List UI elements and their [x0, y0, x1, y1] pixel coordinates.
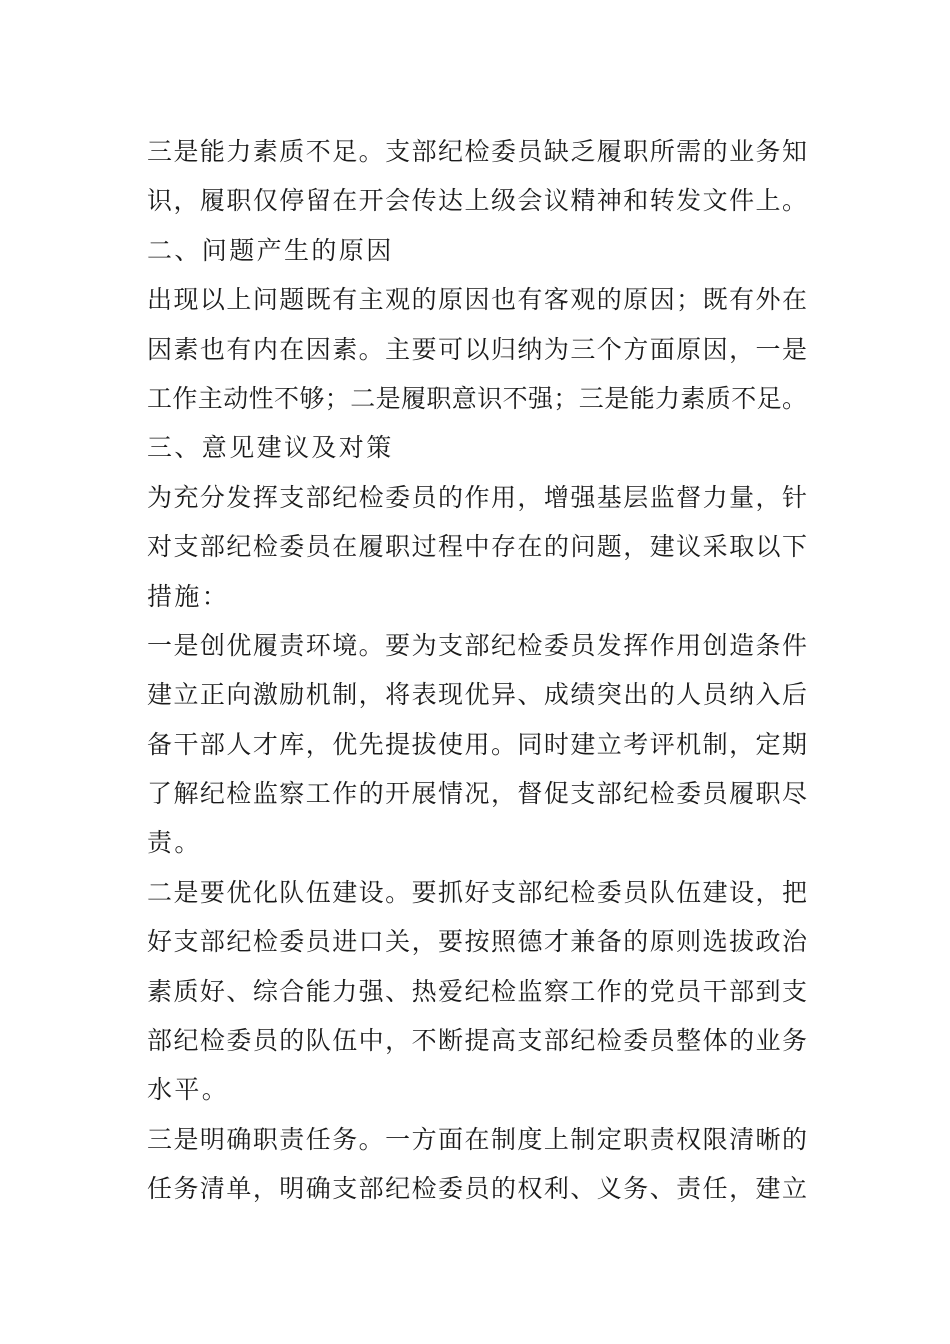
section-heading: 三、意见建议及对策	[147, 433, 394, 463]
text-line: 因素也有内在因素。主要可以归纳为三个方面原因，一是	[147, 334, 807, 364]
text-line: 责。	[147, 828, 202, 858]
text-line: 为充分发挥支部纪检委员的作用，增强基层监督力量，针	[147, 482, 807, 512]
section-heading: 二、问题产生的原因	[147, 235, 394, 265]
text-line: 建立正向激励机制，将表现优异、成绩突出的人员纳入后	[147, 680, 807, 710]
document-body	[147, 127, 807, 1214]
text-line: 三是明确职责任务。一方面在制度上制定职责权限清晰的	[147, 1124, 807, 1154]
text-line: 了解纪检监察工作的开展情况，督促支部纪检委员履职尽	[147, 779, 807, 809]
text-line: 一是创优履责环境。要为支部纪检委员发挥作用创造条件	[147, 630, 807, 660]
text-line: 素质好、综合能力强、热爱纪检监察工作的党员干部到支	[147, 976, 807, 1006]
text-line: 出现以上问题既有主观的原因也有客观的原因；既有外在	[147, 285, 807, 315]
text-line: 措施：	[147, 581, 230, 611]
text-line: 识，履职仅停留在开会传达上级会议精神和转发文件上。	[147, 186, 807, 216]
text-line: 备干部人才库，优先提拔使用。同时建立考评机制，定期	[147, 729, 807, 759]
text-line: 水平。	[147, 1075, 230, 1105]
text-line: 好支部纪检委员进口关，要按照德才兼备的原则选拔政治	[147, 927, 807, 957]
text-line: 三是能力素质不足。支部纪检委员缺乏履职所需的业务知	[147, 137, 807, 166]
text-line: 部纪检委员的队伍中，不断提高支部纪检委员整体的业务	[147, 1026, 807, 1056]
text-line: 任务清单，明确支部纪检委员的权利、义务、责任，建立	[147, 1174, 807, 1204]
text-line: 对支部纪检委员在履职过程中存在的问题，建议采取以下	[147, 532, 807, 562]
text-line: 工作主动性不够；二是履职意识不强；三是能力素质不足。	[147, 383, 807, 413]
text-line: 二是要优化队伍建设。要抓好支部纪检委员队伍建设，把	[147, 877, 807, 907]
